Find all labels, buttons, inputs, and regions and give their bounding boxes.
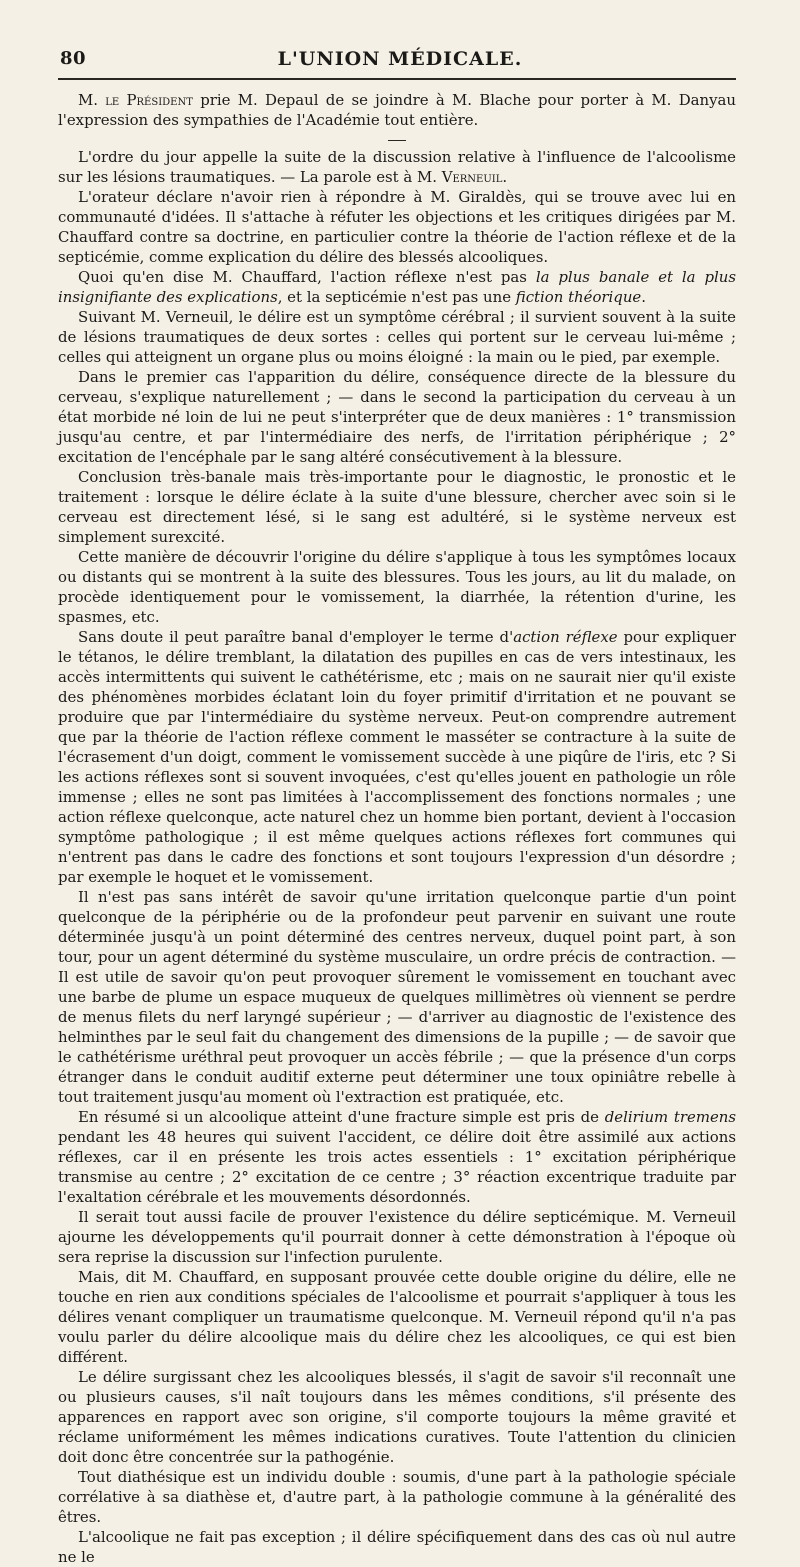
paragraph	[58, 267, 736, 307]
paragraph: L'alcoolique ne fait pas exception ; il délire spécifiquement dans des cas où nul autre ne le	[58, 1528, 736, 1566]
paragraph	[58, 627, 736, 887]
italic-text: action réflexe	[513, 628, 618, 646]
paragraph: Dans le premier cas l'apparition du délire, conséquence directe de la blessure du cerveau, s'explique naturellement ; — dans le second la participation du cerveau à un état morbide né loin de lui ne peut s'interpréter que de deux manières : 1° transmission jusqu'au centre, et par l'intermédiaire des nerfs, de l'irritation périphérique ; 2° excitation de l'encéphale par le sang altéré consécutivement à la blessure.	[58, 368, 736, 466]
paragraph: Il serait tout aussi facile de prouver l'existence du délire septicémique. M. Verneuil ajourne les développements qu'il pourrait donner à cette démonstration à l'époque où sera reprise la discussion sur l'infection purulente.	[58, 1208, 736, 1266]
paragraph	[58, 1107, 736, 1207]
paragraph-text: .	[641, 288, 646, 306]
italic-text: fiction théorique	[515, 288, 642, 306]
paragraph: L'orateur déclare n'avoir rien à répondre à M. Giraldès, qui se trouve avec lui en communauté d'idées. Il s'attache à réfuter les objections et les critiques dirigées par M. Chauffard contre sa doctrine, en particulier contre la théorie de l'action réflexe et de la septicémie, comme explication du délire des blessés alcooliques.	[58, 188, 736, 266]
speaker-name: M. le Président	[78, 91, 193, 109]
italic-text: la plus banale et la plus insignifiante des explications	[58, 268, 737, 306]
paragraph: Conclusion très-banale mais très-importante pour le diagnostic, le pronostic et le traitement : lorsque le délire éclate à la suite d'une blessure, chercher avec soin si le cerveau est directement lésé, si le sang est adultéré, si le système nerveux est simplement surexcité.	[58, 468, 736, 546]
italic-text: delirium tremens	[604, 1108, 736, 1126]
paragraph: Le délire surgissant chez les alcooliques blessés, il s'agit de savoir s'il reconnaît une ou plusieurs causes, s'il naît toujours dans les mêmes conditions, s'il présente des apparences en rapport avec son origine, s'il comporte toujours la même gravité et réclame uniformément les mêmes indications curatives. Toute l'attention du clinicien doit donc être concentrée sur la pathogénie.	[58, 1368, 736, 1466]
paragraph-text: Quoi qu'en dise M. Chauffard, l'action réflexe n'est pas	[78, 268, 536, 286]
paragraph-text: pendant les 48 heures qui suivent l'accident, ce délire doit être assimilé aux actions réflexes, car il en présente les trois actes essentiels : 1° excitation périphérique transmise au centre ; 2° excitation de ce centre ; 3° réaction excentrique traduite par l'exaltation cérébrale et les mouvements désordonnés.	[58, 1128, 736, 1206]
section-separator	[388, 140, 406, 141]
paragraph: Suivant M. Verneuil, le délire est un symptôme cérébral ; il survient souvent à la suite de lésions traumatiques de deux sortes : celles qui portent sur le cerveau lui-même ; celles qui atteignent un organe plus ou moins éloigné : la main ou le pied, par exemple.	[58, 308, 736, 366]
article-body	[58, 90, 736, 1567]
paragraph-agenda	[58, 147, 736, 187]
header-rule	[58, 78, 736, 80]
paragraph: Il n'est pas sans intérêt de savoir qu'une irritation quelconque partie d'un point quelconque de la périphérie ou de la profondeur peut parvenir en suivant une route déterminée jusqu'à un point déterminé des centres nerveux, duquel point part, à son tour, pour un agent déterminé du système musculaire, un ordre précis de contraction. — Il est utile de savoir qu'on peut provoquer sûrement le vomissement en touchant avec une barbe de plume un espace muqueux de quelques millimètres où viennent se perdre de menus filets du nerf laryngé supérieur ; — d'arriver au diagnostic de l'existence des helminthes par le seul fait du changement des dimensions de la pupille ; — de savoir que le cathétérisme uréthral peut provoquer un accès fébrile ; — que la présence d'un corps étranger dans le conduit auditif externe peut déterminer une toux opiniâtre rebelle à tout traitement jusqu'au moment où l'extraction est pratiquée, etc.	[58, 888, 736, 1106]
paragraph-text: pour expliquer le tétanos, le délire tremblant, la dilatation des pupilles en cas de vers intestinaux, les accès intermittents qui suivent le cathétérisme, etc ; mais on ne saurait nier qu'il existe des phénomènes morbides éclatant loin du foyer primitif d'irritation et ne pouvant se produire que par l'intermédiaire du système nerveux. Peut-on comprendre autrement que par la théorie de l'action réflexe comment le masséter se contracture à la suite de l'écrasement d'un doigt, comment le vomissement succède à une piqûre de l'iris, etc ? Si les actions réflexes sont si souvent invoquées, c'est qu'elles jouent en pathologie un rôle immense ; elles ne sont pas limitées à l'accomplissement des fonctions normales ; une action réflexe quelconque, acte naturel chez un homme bien portant, devient à l'occasion symptôme pathologique ; il est même quelques actions réflexes fort communes qui n'entrent pas dans le cadre des fonctions et sont toujours l'expression d'un désordre ; par exemple le hoquet et le vomissement.	[58, 628, 737, 886]
paragraph: Cette manière de découvrir l'origine du délire s'applique à tous les symptômes locaux ou distants qui se montrent à la suite des blessures. Tous les jours, au lit du malade, on procède identiquement pour le vomissement, la diarrhée, la rétention d'urine, les spasmes, etc.	[58, 548, 736, 626]
running-title: L'UNION MÉDICALE.	[277, 48, 523, 70]
paragraph: Tout diathésique est un individu double : soumis, d'une part à la pathologie spéciale corrélative à sa diathèse et, d'autre part, à la pathologie commune à la généralité des êtres.	[58, 1468, 736, 1526]
paragraph-text: En résumé si un alcoolique atteint d'une fracture simple est pris de	[78, 1108, 605, 1126]
paragraph-president	[58, 90, 736, 130]
paragraph-text: L'ordre du jour appelle la suite de la discussion relative à l'influence de l'alcoolisme sur les lésions traumatiques. — La parole est à M.	[58, 148, 736, 186]
paragraph-text: Sans doute il peut paraître banal d'employer le terme d'	[78, 628, 514, 646]
speaker-name: Verneuil.	[441, 168, 508, 186]
paragraph-text: , et la septicémie n'est pas une	[277, 288, 516, 306]
page-number: 80	[60, 48, 87, 69]
paragraph: Mais, dit M. Chauffard, en supposant prouvée cette double origine du délire, elle ne touche en rien aux conditions spéciales de l'alcoolisme et pourrait s'appliquer à tous les délires venant compliquer un traumatisme quelconque. M. Verneuil répond qu'il n'a pas voulu parler du délire alcoolique mais du délire chez les alcooliques, ce qui est bien différent.	[58, 1268, 736, 1366]
paragraph-text: prie M. Depaul de se joindre à M. Blache pour porter à M. Danyau l'expression des sympathies de l'Académie tout entière.	[58, 91, 736, 129]
